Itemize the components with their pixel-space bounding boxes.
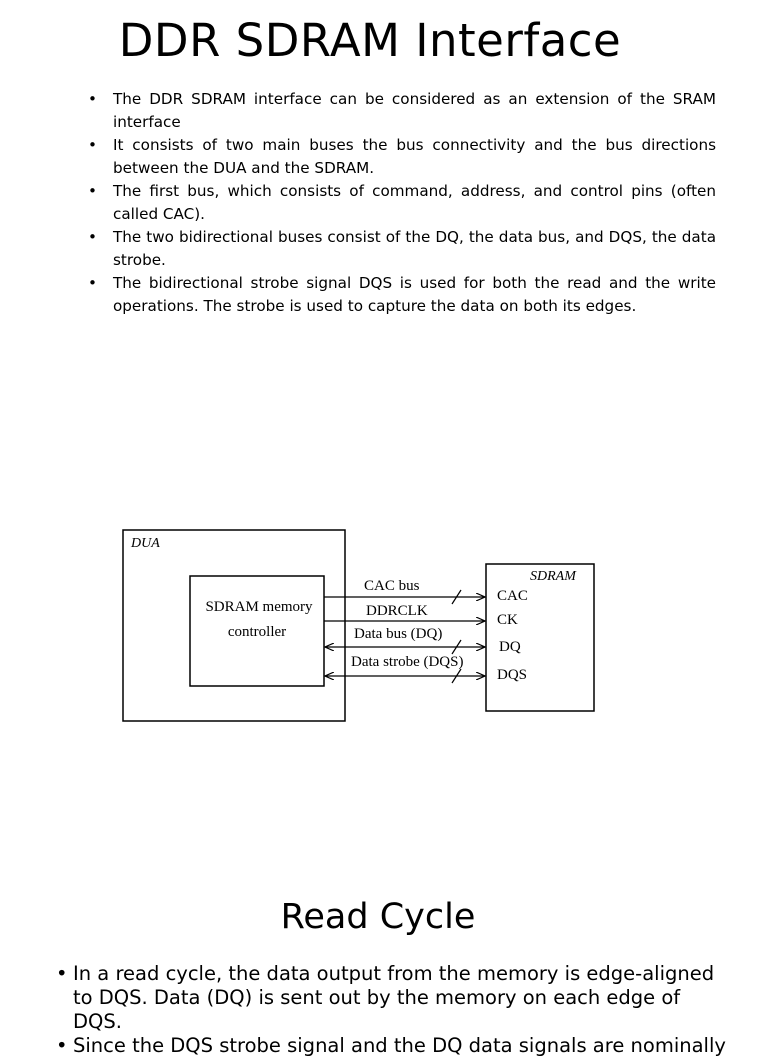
pin-dq: DQ	[499, 639, 521, 655]
slide-title: DDR SDRAM Interface	[118, 14, 622, 67]
dq-bus-label: Data bus (DQ)	[354, 626, 443, 642]
pin-dqs: DQS	[497, 667, 528, 683]
ddrclk-label: DDRCLK	[366, 603, 428, 619]
bullet-item: • The bidirectional strobe signal DQS is used for both the read and the write operations. The strobe is used to capture the data on both its edges.	[88, 272, 716, 318]
bullet-item: • The DDR SDRAM interface can be considered as an extension of the SRAM interface	[88, 88, 716, 134]
bullet-item: • It consists of two main buses the bus connectivity and the bus directions between the DUA and the SDRAM.	[88, 134, 716, 180]
bullet-item: • Since the DQS strobe signal and the DQ data signals are nominally	[56, 1034, 726, 1058]
bullet-item: • The two bidirectional buses consist of the DQ, the data bus, and DQS, the data strobe.	[88, 226, 716, 272]
dqs-label: Data strobe (DQS)	[351, 654, 464, 670]
sdram-box	[486, 564, 594, 711]
pin-ck: CK	[497, 612, 518, 628]
bullet-item: • The first bus, which consists of command, address, and control pins (often called CAC).	[88, 180, 716, 226]
controller-label-line2: controller	[227, 624, 287, 640]
dua-label: DUA	[131, 536, 160, 551]
bullet-item: • In a read cycle, the data output from the memory is edge-aligned to DQS. Data (DQ) is sent out by the memory on each edge of DQS.	[56, 962, 726, 1034]
cac-bus-label: CAC bus	[364, 578, 420, 594]
sdram-label: SDRAM	[530, 569, 576, 584]
read-cycle-bullet-list	[56, 962, 726, 1058]
section-title: Read Cycle	[280, 897, 476, 937]
pin-cac: CAC	[497, 588, 528, 604]
controller-label-line1: SDRAM memory	[205, 599, 313, 615]
